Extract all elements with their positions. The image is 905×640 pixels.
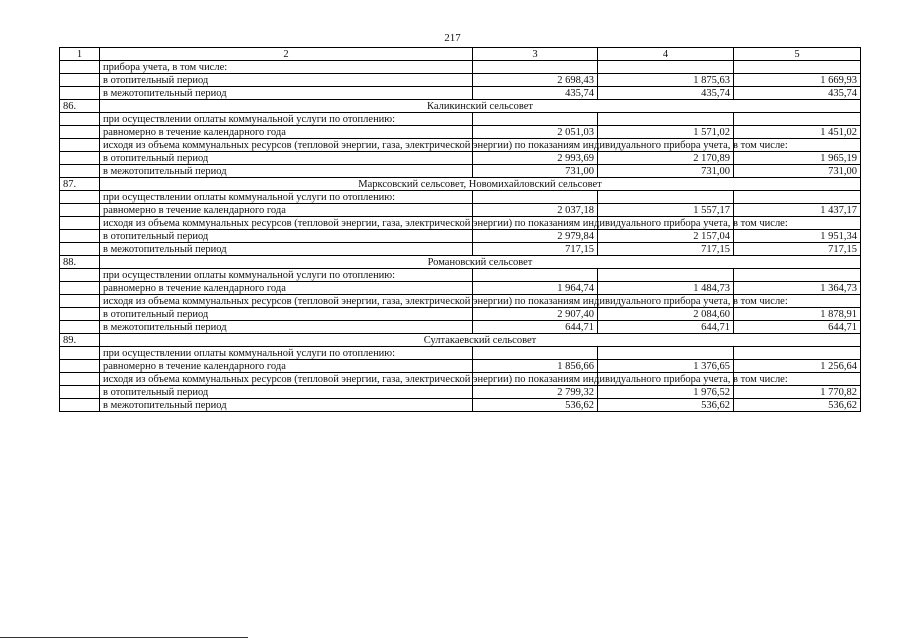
row-label: в отопительный период — [100, 74, 473, 87]
row-label: в межотопительный период — [100, 243, 473, 256]
value-cell — [473, 191, 598, 204]
tariff-table — [59, 47, 861, 412]
header-cell-3: 3 — [473, 48, 598, 61]
number-cell — [60, 360, 100, 373]
row-label: исходя из объема коммунальных ресурсов (тепловой энергии, газа, электрической энергии) по показаниям индивидуального прибора учета, в том числе: — [100, 373, 473, 386]
value-col3: 1 964,74 — [473, 282, 598, 295]
row-label: в межотопительный период — [100, 87, 473, 100]
heating-period-row — [60, 230, 861, 243]
row-label: равномерно в течение календарного года — [100, 282, 473, 295]
value-col5: 644,71 — [734, 321, 861, 334]
value-col5: 1 256,64 — [734, 360, 861, 373]
off-season-row — [60, 243, 861, 256]
value-col5: 1 965,19 — [734, 152, 861, 165]
header-cell-2: 2 — [100, 48, 473, 61]
row-label: равномерно в течение календарного года — [100, 360, 473, 373]
row-label: прибора учета, в том числе: — [100, 61, 473, 74]
value-cell — [598, 61, 734, 74]
intro-heating-row — [60, 74, 861, 87]
value-cell — [473, 113, 598, 126]
condition-row — [60, 113, 861, 126]
even-distribution-row — [60, 360, 861, 373]
number-cell — [60, 217, 100, 230]
row-label: при осуществлении оплаты коммунальной услуги по отоплению: — [100, 269, 473, 282]
value-col3: 2 037,18 — [473, 204, 598, 217]
number-cell — [60, 347, 100, 360]
section-name: Марксовский сельсовет, Новомихайловский сельсовет — [100, 178, 861, 191]
value-col4: 644,71 — [598, 321, 734, 334]
row-label: в отопительный период — [100, 308, 473, 321]
value-col3: 731,00 — [473, 165, 598, 178]
value-col5: 1 437,17 — [734, 204, 861, 217]
row-label: при осуществлении оплаты коммунальной услуги по отоплению: — [100, 347, 473, 360]
value-col4: 717,15 — [598, 243, 734, 256]
header-cell-4: 4 — [598, 48, 734, 61]
number-cell — [60, 373, 100, 386]
value-col3: 435,74 — [473, 87, 598, 100]
section-number: 89. — [60, 334, 100, 347]
value-col4: 1 376,65 — [598, 360, 734, 373]
value-col3: 2 799,32 — [473, 386, 598, 399]
number-cell — [60, 386, 100, 399]
value-col5: 1 770,82 — [734, 386, 861, 399]
value-cell — [598, 113, 734, 126]
value-col5: 1 669,93 — [734, 74, 861, 87]
section-name: Романовский сельсовет — [100, 256, 861, 269]
section-header-row — [60, 100, 861, 113]
even-distribution-row — [60, 282, 861, 295]
row-label: равномерно в течение календарного года — [100, 126, 473, 139]
value-col5: 1 451,02 — [734, 126, 861, 139]
meter-description-row — [60, 139, 861, 152]
row-label: в межотопительный период — [100, 321, 473, 334]
even-distribution-row — [60, 204, 861, 217]
value-cell — [473, 347, 598, 360]
section-name: Каликинский сельсовет — [100, 100, 861, 113]
row-label: в межотопительный период — [100, 399, 473, 412]
section-header-row — [60, 334, 861, 347]
number-cell — [60, 269, 100, 282]
row-label: в отопительный период — [100, 152, 473, 165]
section-number: 87. — [60, 178, 100, 191]
meter-description-row — [60, 373, 861, 386]
page-number: 217 — [444, 32, 461, 44]
value-col3: 2 979,84 — [473, 230, 598, 243]
number-cell — [60, 230, 100, 243]
number-cell — [60, 139, 100, 152]
value-cell — [734, 61, 861, 74]
value-cell — [734, 269, 861, 282]
value-col3: 2 698,43 — [473, 74, 598, 87]
value-cell — [473, 61, 598, 74]
value-cell — [473, 269, 598, 282]
value-col3: 2 993,69 — [473, 152, 598, 165]
value-col5: 1 878,91 — [734, 308, 861, 321]
number-cell — [60, 399, 100, 412]
row-label: в межотопительный период — [100, 165, 473, 178]
value-col3: 644,71 — [473, 321, 598, 334]
value-col3: 1 856,66 — [473, 360, 598, 373]
row-label: равномерно в течение календарного года — [100, 204, 473, 217]
row-label: в отопительный период — [100, 386, 473, 399]
value-col5: 717,15 — [734, 243, 861, 256]
header-cell-5: 5 — [734, 48, 861, 61]
value-col4: 435,74 — [598, 87, 734, 100]
value-col4: 1 557,17 — [598, 204, 734, 217]
header-cell-1: 1 — [60, 48, 100, 61]
number-cell — [60, 191, 100, 204]
section-number: 86. — [60, 100, 100, 113]
number-cell — [60, 152, 100, 165]
number-cell — [60, 87, 100, 100]
value-cell — [734, 347, 861, 360]
condition-row — [60, 191, 861, 204]
value-col5: 1 364,73 — [734, 282, 861, 295]
value-col4: 1 976,52 — [598, 386, 734, 399]
row-label: при осуществлении оплаты коммунальной услуги по отоплению: — [100, 113, 473, 126]
section-header-row — [60, 178, 861, 191]
value-cell — [734, 113, 861, 126]
heating-period-row — [60, 308, 861, 321]
value-col4: 536,62 — [598, 399, 734, 412]
condition-row — [60, 347, 861, 360]
value-col3: 536,62 — [473, 399, 598, 412]
heating-period-row — [60, 386, 861, 399]
meter-description-row — [60, 295, 861, 308]
number-cell — [60, 321, 100, 334]
even-distribution-row — [60, 126, 861, 139]
row-label: исходя из объема коммунальных ресурсов (тепловой энергии, газа, электрической энергии) по показаниям индивидуального прибора учета, в том числе: — [100, 139, 473, 152]
value-col5: 731,00 — [734, 165, 861, 178]
value-col3: 717,15 — [473, 243, 598, 256]
row-label: при осуществлении оплаты коммунальной услуги по отоплению: — [100, 191, 473, 204]
condition-row — [60, 269, 861, 282]
off-season-row — [60, 165, 861, 178]
value-col4: 2 157,04 — [598, 230, 734, 243]
number-cell — [60, 113, 100, 126]
value-col4: 1 484,73 — [598, 282, 734, 295]
row-label: исходя из объема коммунальных ресурсов (тепловой энергии, газа, электрической энергии) по показаниям индивидуального прибора учета, в том числе: — [100, 217, 473, 230]
number-cell — [60, 165, 100, 178]
value-cell — [598, 269, 734, 282]
number-cell — [60, 74, 100, 87]
value-col4: 2 170,89 — [598, 152, 734, 165]
value-col5: 435,74 — [734, 87, 861, 100]
value-cell — [598, 191, 734, 204]
footnote-divider — [0, 637, 248, 638]
section-name: Султакаевский сельсовет — [100, 334, 861, 347]
number-cell — [60, 295, 100, 308]
number-cell — [60, 282, 100, 295]
value-col4: 1 571,02 — [598, 126, 734, 139]
number-cell — [60, 308, 100, 321]
value-col5: 536,62 — [734, 399, 861, 412]
value-col3: 2 051,03 — [473, 126, 598, 139]
number-cell — [60, 204, 100, 217]
number-cell — [60, 243, 100, 256]
intro-off-season-row — [60, 87, 861, 100]
number-cell — [60, 61, 100, 74]
row-label: в отопительный период — [100, 230, 473, 243]
header-row — [60, 48, 861, 61]
section-number: 88. — [60, 256, 100, 269]
value-cell — [734, 191, 861, 204]
meter-description-row — [60, 217, 861, 230]
heating-period-row — [60, 152, 861, 165]
value-col3: 2 907,40 — [473, 308, 598, 321]
value-col4: 2 084,60 — [598, 308, 734, 321]
value-col4: 1 875,63 — [598, 74, 734, 87]
off-season-row — [60, 321, 861, 334]
intro-label-row — [60, 61, 861, 74]
section-header-row — [60, 256, 861, 269]
off-season-row — [60, 399, 861, 412]
value-cell — [598, 347, 734, 360]
number-cell — [60, 126, 100, 139]
value-col4: 731,00 — [598, 165, 734, 178]
row-label: исходя из объема коммунальных ресурсов (тепловой энергии, газа, электрической энергии) по показаниям индивидуального прибора учета, в том числе: — [100, 295, 473, 308]
value-col5: 1 951,34 — [734, 230, 861, 243]
